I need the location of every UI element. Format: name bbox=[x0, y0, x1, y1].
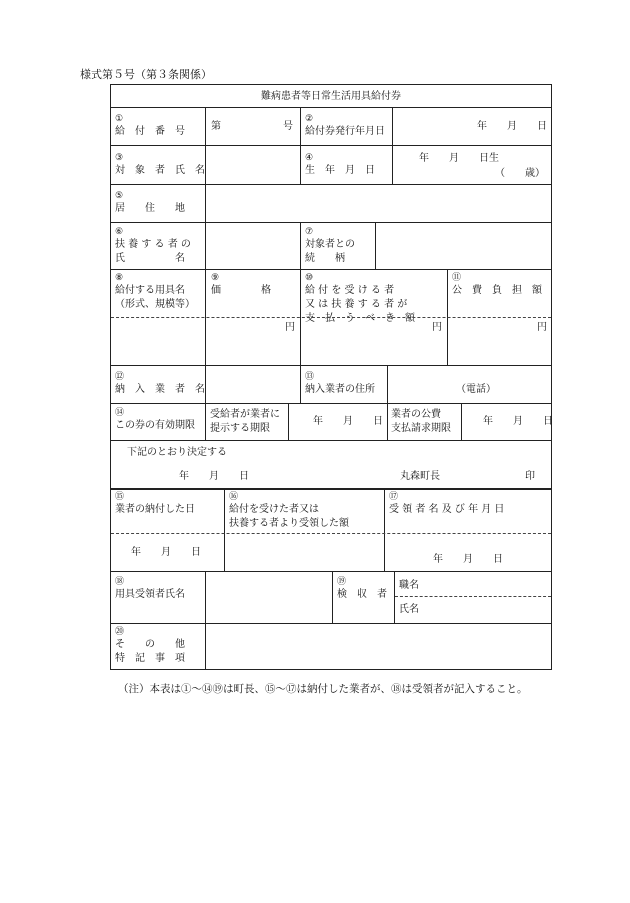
decision-text: 下記のとおり決定する bbox=[127, 447, 227, 458]
seal-mark: 印 bbox=[525, 471, 535, 482]
field-label-price: ⑨ 価 格 bbox=[211, 273, 271, 296]
field-label-special-notes: ⑳ そ の 他 特 記 事 項 bbox=[115, 627, 185, 664]
inspector-position-label: 職名 bbox=[399, 580, 419, 591]
field-label-issue-date: ② 給付券発行年月日 bbox=[305, 114, 385, 137]
field-label-subject-name: ③ 対 象 者 氏 名 bbox=[115, 153, 205, 176]
field-label-public-subsidy: ⑪ 公 費 負 担 額 bbox=[452, 273, 542, 296]
field-label-supplier-address: ⑬ 納入業者の住所 bbox=[305, 372, 375, 395]
field-label-equipment-name: ⑧ 給付する用具名 （形式、規模等） bbox=[115, 273, 195, 310]
field-label-supplier-name: ⑫ 納 入 業 者 名 bbox=[115, 372, 205, 395]
payable-yen-unit: 円 bbox=[432, 322, 442, 333]
mayor-title: 丸森町長 bbox=[400, 471, 440, 482]
issue-date-value: 年 月 日 bbox=[477, 121, 547, 132]
delivery-date-value: 年 月 日 bbox=[131, 547, 201, 558]
voucher-number-prefix: 第 bbox=[211, 121, 221, 132]
field-label-supporter-name: ⑥ 扶 養 す る 者 の 氏 名 bbox=[115, 227, 191, 264]
field-label-delivery-date: ⑮ 業者の納付した日 bbox=[115, 492, 195, 515]
field-label-equipment-recipient: ⑱ 用具受領者氏名 bbox=[115, 577, 185, 600]
decision-date: 年 月 日 bbox=[179, 471, 249, 482]
price-yen-unit: 円 bbox=[285, 322, 295, 333]
field-label-recipient-name-date: ⑰ 受 領 者 名 及 び 年 月 日 bbox=[389, 492, 505, 515]
birth-date-value: 年 月 日生 bbox=[419, 153, 499, 164]
field-label-billing-deadline: 業者の公費 支払請求期限 bbox=[391, 409, 451, 434]
form-number-label: 様式第５号（第３条関係） bbox=[80, 68, 212, 81]
field-label-voucher-number: ① 給 付 番 号 bbox=[115, 114, 185, 137]
field-label-received-amount: ⑯ 給付を受けた者又は 扶養する者より受領した額 bbox=[229, 492, 349, 529]
form-title: 難病患者等日常生活用具給付券 bbox=[261, 91, 401, 102]
field-label-payable-amount: ⑩ 給 付 を 受 け る 者 又 は 扶 養 す る 者 が 支 払 う べ き 額 bbox=[305, 273, 415, 324]
benefit-voucher-form bbox=[110, 84, 552, 670]
age-value: （ 歳） bbox=[495, 168, 545, 179]
field-label-inspector: ⑲ 検 収 者 bbox=[337, 577, 387, 600]
field-label-residence: ⑤ 居 住 地 bbox=[115, 191, 185, 214]
voucher-number-suffix: 号 bbox=[283, 121, 293, 132]
field-label-presentation-deadline: 受給者が業者に 提示する期限 bbox=[210, 409, 280, 434]
field-label-birth-date: ④ 生 年 月 日 bbox=[305, 153, 375, 176]
footnote: （注）本表は①～⑭⑲は町長、⑮～⑰は納付した業者が、⑱は受領者が記入すること。 bbox=[118, 683, 528, 695]
field-label-validity-period: ⑭ この券の有効期限 bbox=[115, 408, 195, 431]
inspector-name-label: 氏名 bbox=[399, 604, 419, 615]
billing-deadline-date: 年 月 日 bbox=[483, 416, 553, 427]
supplier-phone-label: （電話） bbox=[456, 384, 496, 395]
recipient-date-value: 年 月 日 bbox=[433, 554, 503, 565]
subsidy-yen-unit: 円 bbox=[537, 322, 547, 333]
presentation-deadline-date: 年 月 日 bbox=[313, 416, 383, 427]
field-label-relationship: ⑦ 対象者との 続 柄 bbox=[305, 227, 355, 264]
